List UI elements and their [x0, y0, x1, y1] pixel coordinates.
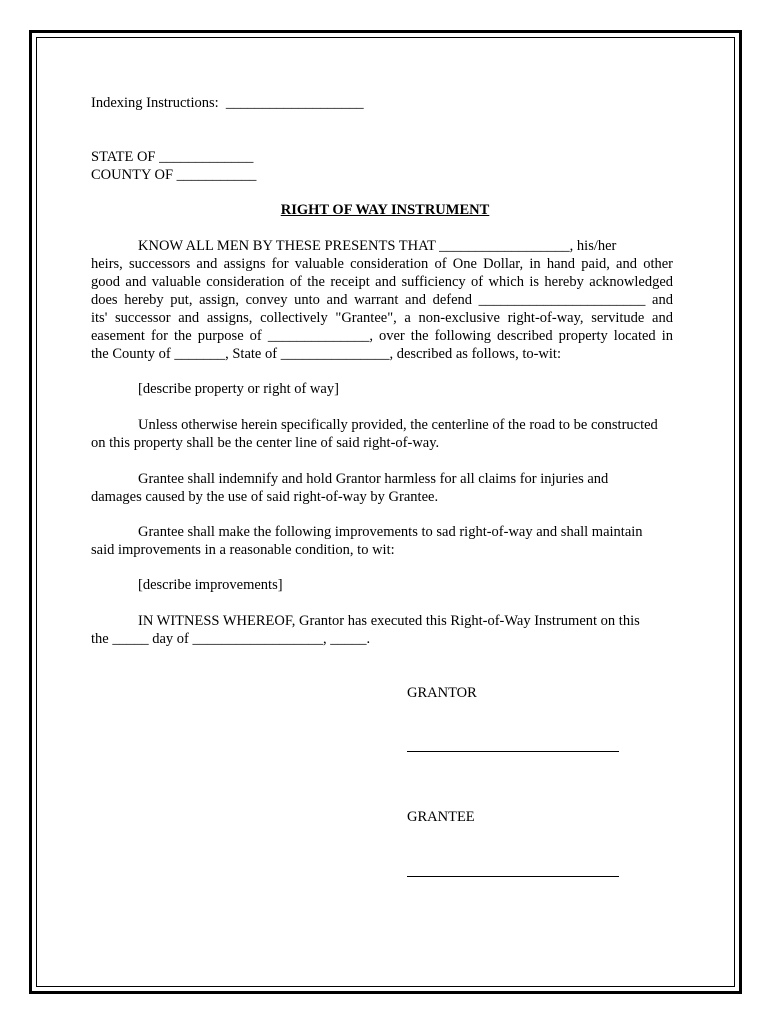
p1-line-1: KNOW ALL MEN BY THESE PRESENTS THAT __________________, his/her: [138, 238, 617, 254]
p2-line-2: on this property shall be the center line of said right-of-way.: [91, 435, 440, 451]
p3-line-1: Grantee shall indemnify and hold Grantor harmless for all claims for injuries and: [138, 471, 609, 487]
grantee-label: GRANTEE: [407, 809, 475, 825]
p1-line-4: does hereby put, assign, convey unto and warrant and defend _______________________ and: [91, 292, 673, 308]
p1-line-2: heirs, successors and assigns for valuable consideration of One Dollar, in hand paid, and other: [91, 256, 673, 272]
p3-line-2: damages caused by the use of said right-of-way by Grantee.: [91, 489, 439, 505]
p1-line-6: easement for the purpose of ______________, over the following described property located in: [91, 328, 673, 344]
document-title: RIGHT OF WAY INSTRUMENT: [280, 202, 490, 218]
p1-line-3: good and valuable consideration of the receipt and sufficiency of which is hereby acknowledged: [91, 274, 673, 290]
state-of-line: STATE OF _____________: [91, 149, 254, 165]
p5-line-1: IN WITNESS WHEREOF, Grantor has executed this Right-of-Way Instrument on this: [138, 613, 640, 629]
p5-line-2: the _____ day of __________________, _____.: [91, 631, 371, 647]
grantor-label: GRANTOR: [407, 685, 477, 701]
county-of-line: COUNTY OF ___________: [91, 167, 257, 183]
describe-improvements: [describe improvements]: [138, 577, 283, 593]
p4-line-1: Grantee shall make the following improvements to sad right-of-way and shall maintain: [138, 524, 643, 540]
p4-line-2: said improvements in a reasonable condition, to wit:: [91, 542, 395, 558]
p1-line-7: the County of _______, State of _______________, described as follows, to-wit:: [91, 346, 561, 362]
grantee-signature-line: [407, 876, 619, 877]
grantor-signature-line: [407, 751, 619, 752]
describe-property: [describe property or right of way]: [138, 381, 339, 397]
indexing-instructions: Indexing Instructions: ___________________: [91, 95, 364, 111]
p1-line-5: its' successor and assigns, collectively "Grantee", a non-exclusive right-of-way, servitude and: [91, 310, 673, 326]
p2-line-1: Unless otherwise herein specifically provided, the centerline of the road to be constructed: [138, 417, 658, 433]
